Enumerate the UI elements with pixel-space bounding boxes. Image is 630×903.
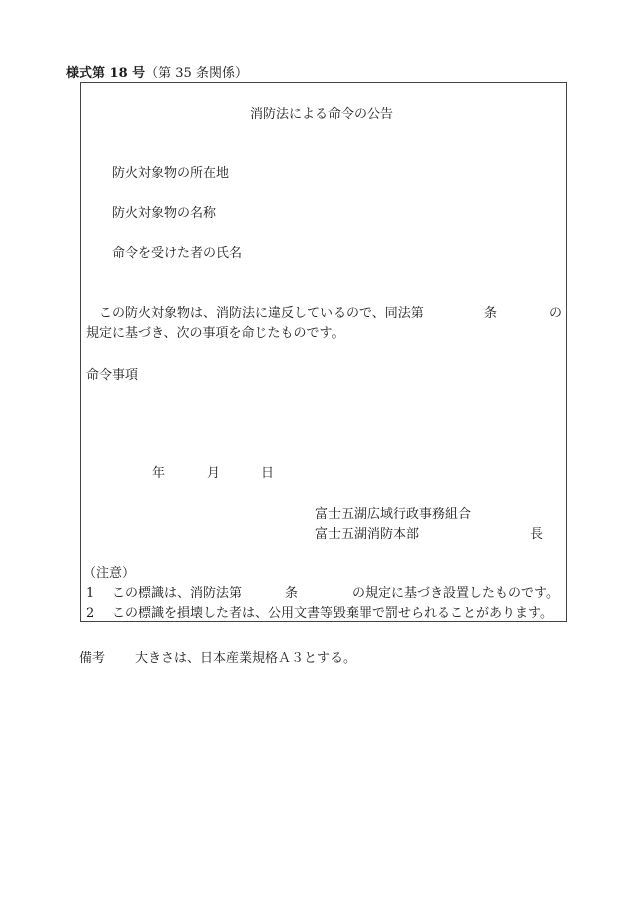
remark-text: 大きさは、日本産業規格Ａ３とする。: [135, 651, 357, 666]
statement-line-2: 規定に基づき、次の事項を命じたものです。: [86, 326, 345, 341]
remark-label: 備考: [79, 651, 106, 666]
note-1: [86, 587, 242, 600]
field-location-label: 防火対象物の所在地: [112, 166, 230, 181]
note-1-rest: の規定に基づき設置したものです。: [352, 586, 559, 601]
issuer-dept: 富士五湖消防本部: [315, 527, 420, 542]
date-year: 年: [152, 466, 166, 481]
note-2: [86, 607, 553, 620]
date-day: 日: [261, 466, 275, 481]
statement-article: 条: [484, 306, 498, 321]
form-number: [66, 67, 248, 80]
form-number-bold: 様式第 18 号: [66, 66, 146, 81]
issuer-title: 長: [530, 527, 544, 542]
orders-label: 命令事項: [86, 368, 139, 383]
field-name-label: 防火対象物の名称: [112, 206, 217, 221]
note-2-number: 2: [86, 606, 95, 621]
field-recipient-label: 命令を受けた者の氏名: [112, 246, 243, 261]
statement-line-1: この防火対象物は、消防法に違反しているので、同法第: [99, 306, 424, 321]
note-1-number: 1: [86, 586, 95, 601]
form-number-article: （第 35 条関係）: [145, 66, 248, 81]
note-1-text: この標識は、消防法第: [112, 586, 243, 601]
note-2-text: この標識を損壊した者は、公用文書等毀棄罪で罰せられることがあります。: [112, 606, 553, 621]
date-month: 月: [207, 466, 221, 481]
issuer-org: 富士五湖広域行政事務組合: [315, 507, 472, 522]
notes-heading: （注意）: [83, 566, 136, 581]
statement-no: の: [549, 306, 563, 321]
note-1-article: 条: [285, 586, 299, 601]
notice-title: 消防法による命令の公告: [250, 107, 394, 122]
